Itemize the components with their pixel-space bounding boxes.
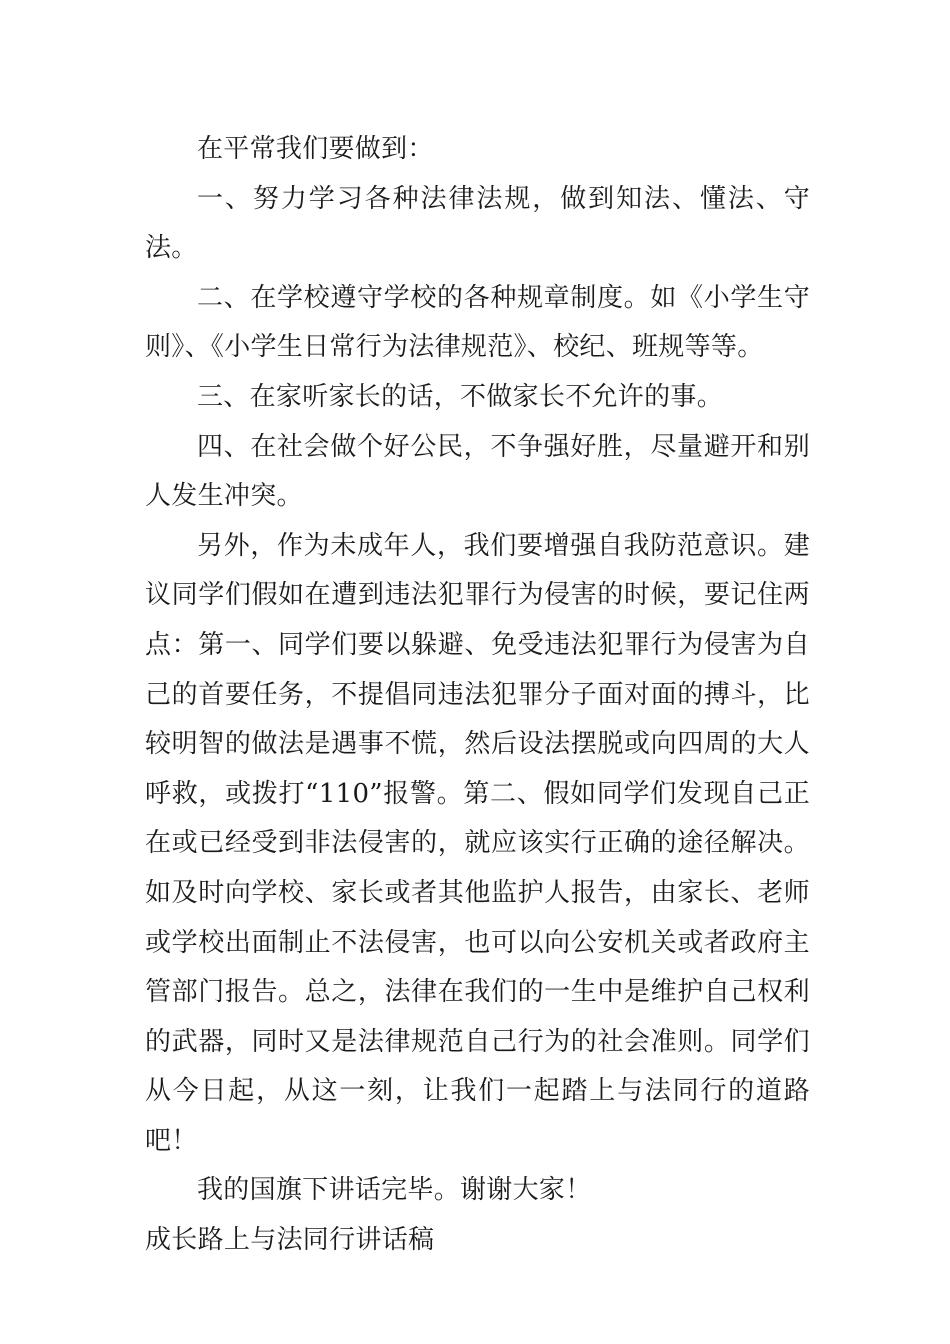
paragraph-closing: 我的国旗下讲话完毕。谢谢大家！: [197, 1175, 592, 1206]
paragraph-point-1: 一、努力学习各种法律法规，做到知法、懂法、守法。: [145, 183, 810, 264]
document-body: [145, 125, 810, 1266]
paragraph-self-protection: 另外，作为未成年人，我们要增强自我防范意识。建议同学们假如在遭到违法犯罪行为侵害的时候，要记住两点：第一、同学们要以躲避、免受违法犯罪行为侵害为自己的首要任务，不提倡同违法犯罪分子面对面的搏斗，比较明智的做法是遇事不慌，然后设法摆脱或向四周的大人呼救，或拨打“110”报警。第二、假如同学们发现自己正在或已经受到非法侵害的，就应该实行正确的途径解决。如及时向学校、家长或者其他监护人报告，由家长、老师或学校出面制止不法侵害，也可以向公安机关或者政府主管部门报告。总之，法律在我们的一生中是维护自己权利的武器，同时又是法律规范自己行为的社会准则。同学们从今日起，从这一刻，让我们一起踏上与法同行的道路吧！: [145, 530, 810, 1156]
paragraph-point-2: 二、在学校遵守学校的各种规章制度。如《小学生守则》、《小学生日常行为法律规范》、校纪、班规等等。: [145, 282, 810, 363]
paragraph-point-3: 三、在家听家长的话，不做家长不允许的事。: [197, 381, 724, 412]
next-section-title: 成长路上与法同行讲话稿: [145, 1225, 435, 1256]
paragraph-intro: 在平常我们要做到：: [197, 134, 434, 164]
paragraph-point-4: 四、在社会做个好公民，不争强好胜，尽量避开和别人发生冲突。: [145, 431, 810, 512]
